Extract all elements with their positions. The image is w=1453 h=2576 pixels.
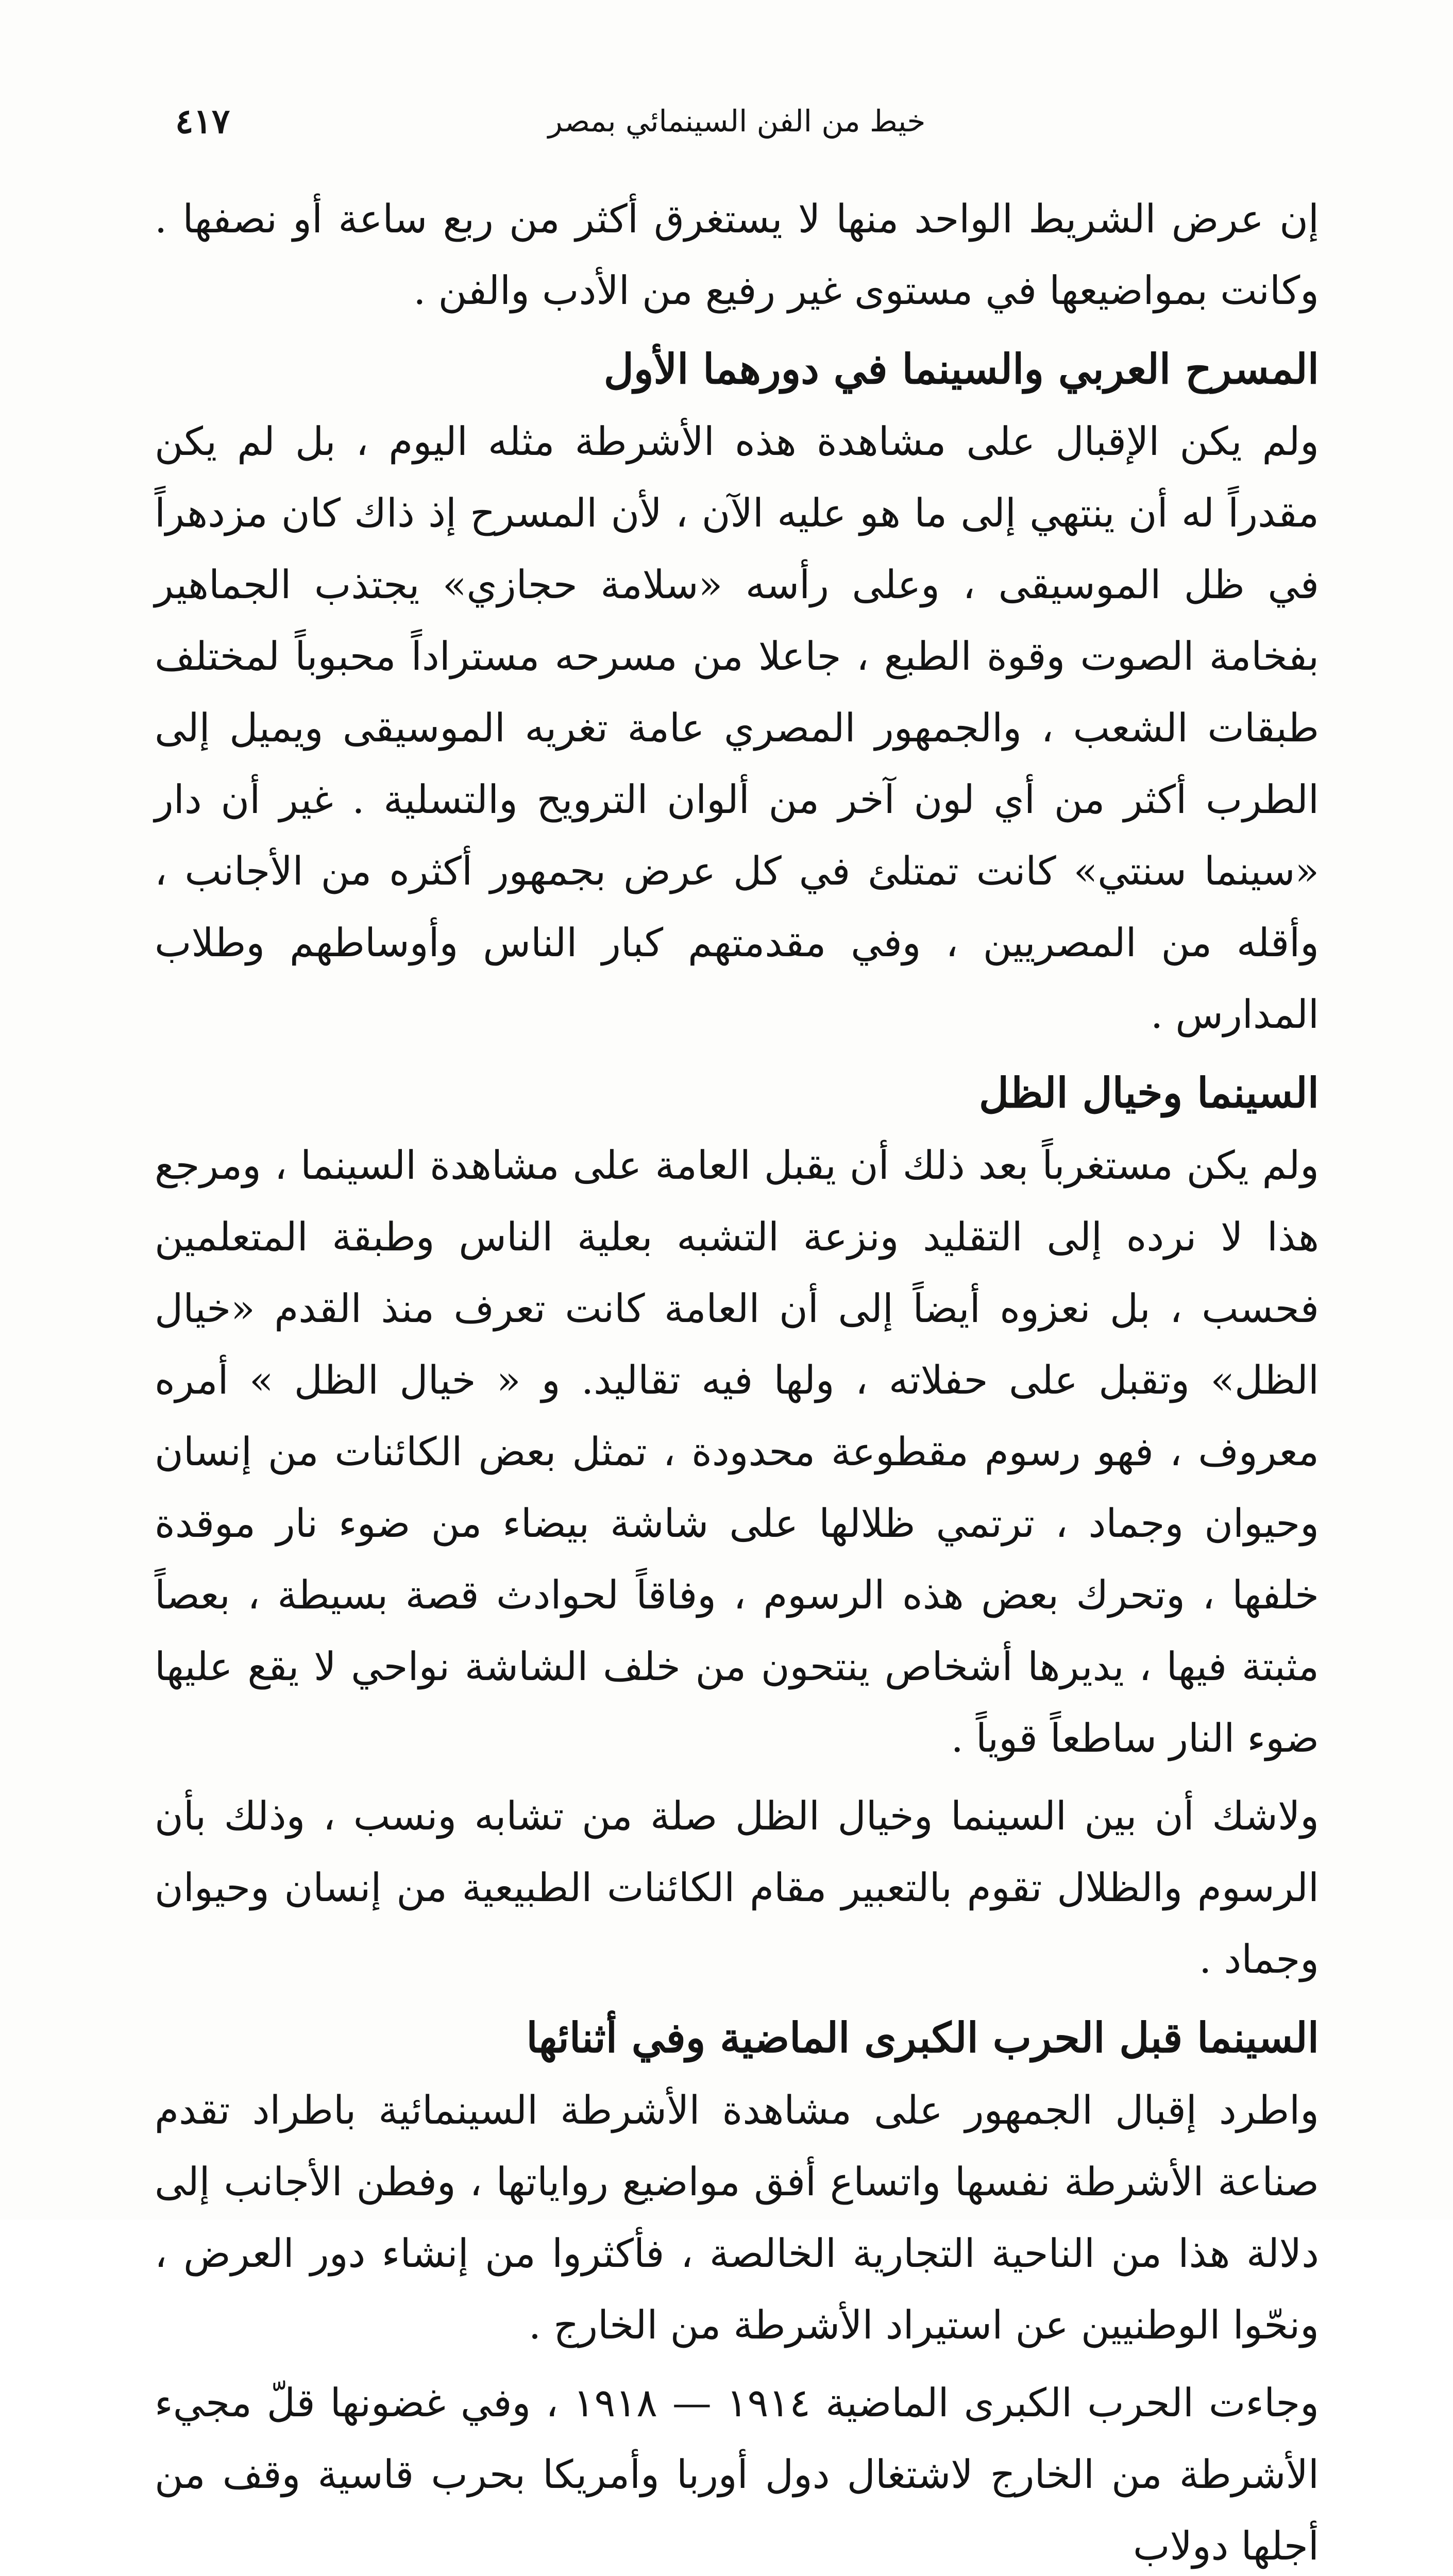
- paragraph-2: ولم يكن الإقبال على مشاهدة هذه الأشرطة مثله اليوم ، بل لم يكن مقدراً له أن ينتهي إلى ما هو عليه الآن ، لأن المسرح إذ ذاك كان مزدهراً في ظل الموسيقى ، وعلى رأسه «سلامة حجازي» يجتذب الجماهير بفخامة الصوت وقوة الطبع ، جاعلا من مسرحه مستراداً محبوباً لمختلف طبقات الشعب ، والجمهور المصري عامة تغريه الموسيقى ويميل إلى الطرب أكثر من أي لون آخر من ألوان الترويح والتسلية . غير أن دار «سينما سنتي» كانت تمتلئ في كل عرض بجمهور أكثره من الأجانب ، وأقله من المصريين ، وفي مقدمتهم كبار الناس وأوساطهم وطلاب المدارس .: [155, 418, 1319, 1037]
- page-header: [175, 98, 1298, 144]
- page-body: [155, 183, 1319, 2576]
- section-heading-war: السينما قبل الحرب الكبرى الماضية وفي أثنائها: [526, 2013, 1319, 2062]
- section-heading-theater: المسرح العربي والسينما في دورهما الأول: [603, 345, 1319, 393]
- running-title: خيط من الفن السينمائي بمصر: [548, 104, 926, 139]
- paragraph-3: ولم يكن مستغرباً بعد ذلك أن يقبل العامة على مشاهدة السينما ، ومرجع هذا لا نرده إلى التقليد ونزعة التشبه بعلية الناس وطبقة المتعلمين فحسب ، بل نعزوه أيضاً إلى أن العامة كانت تعرف منذ القدم «خيال الظل» وتقبل على حفلاته ، ولها فيه تقاليد. و « خيال الظل » أمره معروف ، فهو رسوم مقطوعة محدودة ، تمثل بعض الكائنات من إنسان وحيوان وجماد ، ترتمي ظلالها على شاشة بيضاء من ضوء نار موقدة خلفها ، وتحرك بعض هذه الرسوم ، وفاقاً لحوادث قصة بسيطة ، بعصاً مثبتة فيها ، يديرها أشخاص ينتحون من خلف الشاشة نواحي لا يقع عليها ضوء النار ساطعاً قوياً .: [155, 1142, 1320, 1761]
- paragraph-1: إن عرض الشريط الواحد منها لا يستغرق أكثر من ربع ساعة أو نصفها . وكانت بمواضيعها في مستوى غير رفيع من الأدب والفن .: [155, 196, 1319, 313]
- paragraph-4: ولاشك أن بين السينما وخيال الظل صلة من تشابه ونسب ، وذلك بأن الرسوم والظلال تقوم بالتعبير مقام الكائنات الطبيعية من إنسان وحيوان وجماد .: [155, 1793, 1319, 1982]
- section-heading-shadow-play: السينما وخيال الظل: [978, 1069, 1319, 1117]
- paragraph-6: وجاءت الحرب الكبرى الماضية ١٩١٤ — ١٩١٨ ، وفي غضونها قلّ مجيء الأشرطة من الخارج لاشتغال دول أوربا وأمريكا بحرب قاسية وقف من أجلها دولاب: [155, 2380, 1320, 2569]
- page-number: ٤١٧: [175, 101, 230, 141]
- paragraph-5: واطرد إقبال الجمهور على مشاهدة الأشرطة السينمائية باطراد تقدم صناعة الأشرطة نفسها واتساع أفق مواضيع رواياتها ، وفطن الأجانب إلى دلالة هذا من الناحية التجارية الخالصة ، فأكثروا من إنشاء دور العرض ، ونحّوا الوطنيين عن استيراد الأشرطة من الخارج .: [155, 2087, 1319, 2348]
